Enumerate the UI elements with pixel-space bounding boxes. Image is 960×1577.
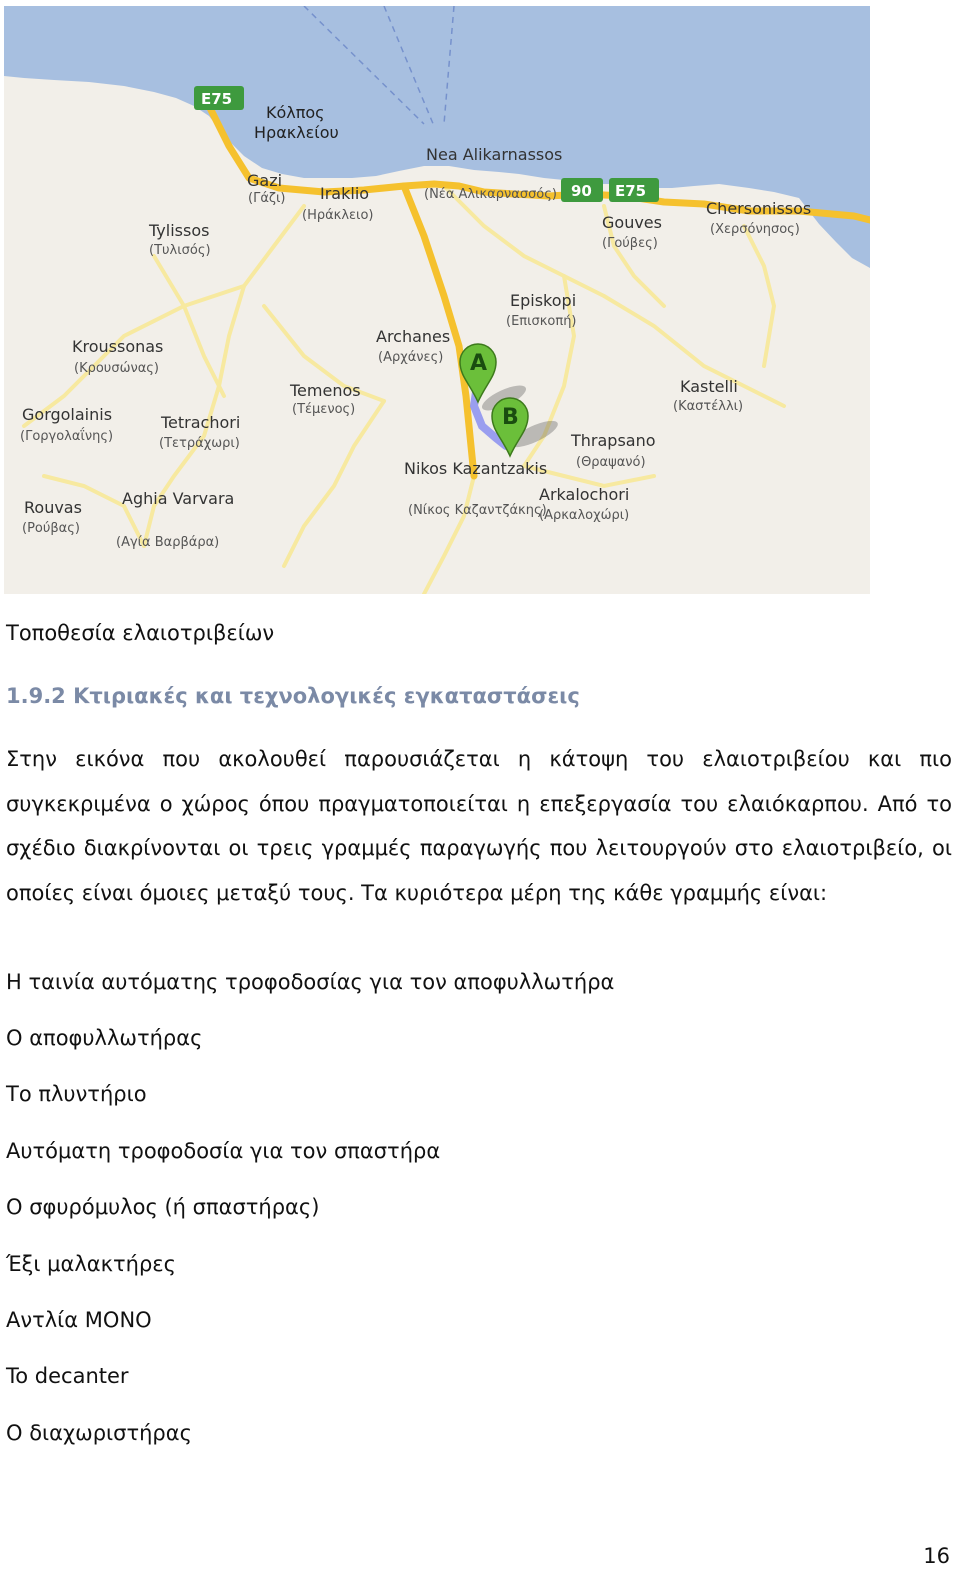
list-item: Έξι μαλακτήρες (6, 1252, 176, 1276)
place-aghia-varvara: Aghia Varvara (122, 489, 235, 508)
place-temenos-gr: (Τέμενος) (292, 402, 356, 417)
place-archanes-gr: (Αρχάνες) (378, 350, 444, 365)
place-kastelli-gr: (Καστέλλι) (673, 399, 744, 414)
sea-label-line-2: Ηρακλείου (254, 123, 339, 142)
place-gorgolainis: Gorgolainis (22, 405, 113, 424)
list-item: To decanter (6, 1364, 129, 1388)
shield-e75-east (609, 178, 659, 202)
place-tylissos: Tylissos (149, 221, 210, 240)
map-image (4, 6, 870, 594)
page-number: 16 (923, 1544, 950, 1568)
place-gorgolainis-gr: (Γοργολαΐνης) (20, 429, 114, 444)
place-tetrachori: Tetrachori (161, 413, 241, 432)
place-kroussonas-gr: (Κρουσώνας) (74, 361, 159, 376)
map-caption: Τοποθεσία ελαιοτριβείων (6, 621, 275, 645)
place-kastelli: Kastelli (680, 377, 738, 396)
body-paragraph: Στην εικόνα που ακολουθεί παρουσιάζεται η κάτοψη του ελαιοτριβείου και πιο συγκεκριμένα ο χώρος όπου πραγματοποιείται η επεξεργασία του ελαιόκαρπου. Από το σχέδιο διακρίνονται οι τρεις γραμμές παραγωγής που λειτουργούν στο ελαιοτριβείο, οι οποίες είναι όμοιες μεταξύ τους. Τα κυριότερα μέρη της κάθε γραμμής είναι: (6, 747, 952, 905)
place-episkopi-gr: (Επισκοπή) (506, 314, 577, 329)
place-kroussonas: Kroussonas (72, 337, 164, 356)
place-iraklio-gr: (Ηράκλειο) (302, 208, 374, 223)
place-arkalochori: Arkalochori (539, 485, 630, 504)
svg-text:90: 90 (571, 182, 592, 200)
place-nikos-kazantzakis-gr: (Νίκος Καζαντζάκης) (408, 503, 547, 518)
list-item: Ο αποφυλλωτήρας (6, 1026, 203, 1050)
shield-e75-west (194, 86, 244, 110)
place-temenos: Temenos (290, 381, 361, 400)
place-tetrachori-gr: (Τετράχωρι) (159, 436, 240, 451)
place-arkalochori-gr: (Αρκαλοχώρι) (539, 508, 630, 523)
place-chersonissos: Chersonissos (706, 199, 812, 218)
list-item: Ο διαχωριστήρας (6, 1421, 192, 1445)
place-archanes: Archanes (376, 327, 451, 346)
place-rouvas: Rouvas (24, 498, 82, 517)
place-gouves: Gouves (602, 213, 662, 232)
svg-text:A: A (470, 351, 488, 376)
place-rouvas-gr: (Ρούβας) (22, 521, 80, 536)
place-gouves-gr: (Γούβες) (602, 236, 658, 251)
place-tylissos-gr: (Τυλισός) (149, 243, 211, 258)
place-nea-alikarnassos: Nea Alikarnassos (426, 145, 563, 164)
list-item: Το πλυντήριο (6, 1082, 147, 1106)
place-nea-alikarnassos-gr: (Νέα Αλικαρνασσός) (424, 187, 557, 202)
shield-90 (561, 178, 603, 202)
svg-text:B: B (502, 405, 519, 430)
place-iraklio: Iraklio (320, 184, 370, 203)
place-gazi: Gazi (247, 171, 283, 190)
list-item: Αντλία ΜΟΝΟ (6, 1308, 152, 1332)
list-item: Η ταινία αυτόματης τροφοδοσίας για τον αποφυλλωτήρα (6, 970, 615, 994)
place-thrapsano-gr: (Θραψανό) (576, 455, 646, 470)
place-episkopi: Episkopi (510, 291, 577, 310)
place-thrapsano: Thrapsano (571, 431, 656, 450)
section-heading: 1.9.2 Κτιριακές και τεχνολογικές εγκαταστάσεις (6, 684, 580, 708)
svg-text:E75: E75 (201, 90, 233, 108)
svg-text:E75: E75 (615, 182, 647, 200)
place-gazi-gr: (Γάζι) (248, 191, 286, 206)
sea-label-line-1: Κόλπος (266, 103, 325, 122)
list-item: Αυτόματη τροφοδοσία για τον σπαστήρα (6, 1139, 441, 1163)
place-aghia-varvara-gr: (Αγία Βαρβάρα) (116, 535, 220, 550)
list-item: Ο σφυρόμυλος (ή σπαστήρας) (6, 1195, 320, 1219)
place-chersonissos-gr: (Χερσόνησος) (710, 222, 800, 237)
place-nikos-kazantzakis: Nikos Kazantzakis (404, 459, 548, 478)
